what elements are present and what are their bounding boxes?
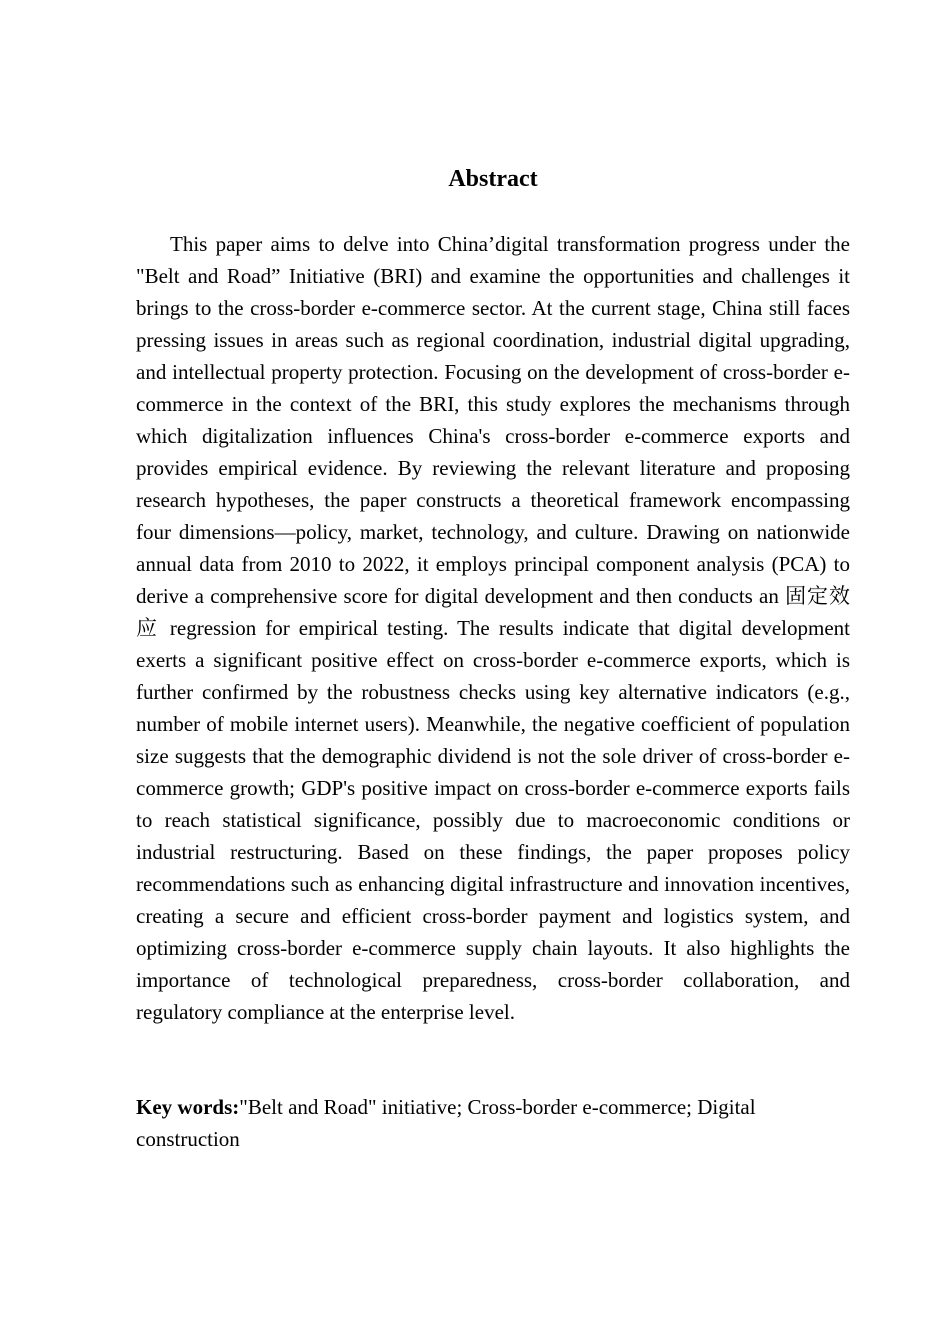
keywords-label: Key words: [136,1095,240,1119]
keywords-line [136,1091,850,1155]
keywords-text: "Belt and Road" initiative; Cross-border e-commerce; Digital construction [136,1095,756,1151]
abstract-body: This paper aims to delve into China’digital transformation progress under the "Belt and Road” Initiative (BRI) and examine the opportunities and challenges it brings to the cross-border e-commerce sector. At the current stage, China still faces pressing issues in areas such as regional coordination, industrial digital upgrading, and intellectual property protection. Focusing on the development of cross-border e-commerce in the context of the BRI, this study explores the mechanisms through which digitalization influences China's cross-border e-commerce exports and provides empirical evidence. By reviewing the relevant literature and proposing research hypotheses, the paper constructs a theoretical framework encompassing four dimensions—policy, market, technology, and culture. Drawing on nationwide annual data from 2010 to 2022, it employs principal component analysis (PCA) to derive a comprehensive score for digital development and then conducts an 固定效应 regression for empirical testing. The results indicate that digital development exerts a significant positive effect on cross-border e-commerce exports, which is further confirmed by the robustness checks using key alternative indicators (e.g., number of mobile internet users). Meanwhile, the negative coefficient of population size suggests that the demographic dividend is not the sole driver of cross-border e-commerce growth; GDP's positive impact on cross-border e-commerce exports fails to reach statistical significance, possibly due to macroeconomic conditions or industrial restructuring. Based on these findings, the paper proposes policy recommendations such as enhancing digital infrastructure and innovation incentives, creating a secure and efficient cross-border payment and logistics system, and optimizing cross-border e-commerce supply chain layouts. It also highlights the importance of technological preparedness, cross-border collaboration, and regulatory compliance at the enterprise level. [136,232,850,1024]
abstract-title: Abstract [448,166,538,192]
